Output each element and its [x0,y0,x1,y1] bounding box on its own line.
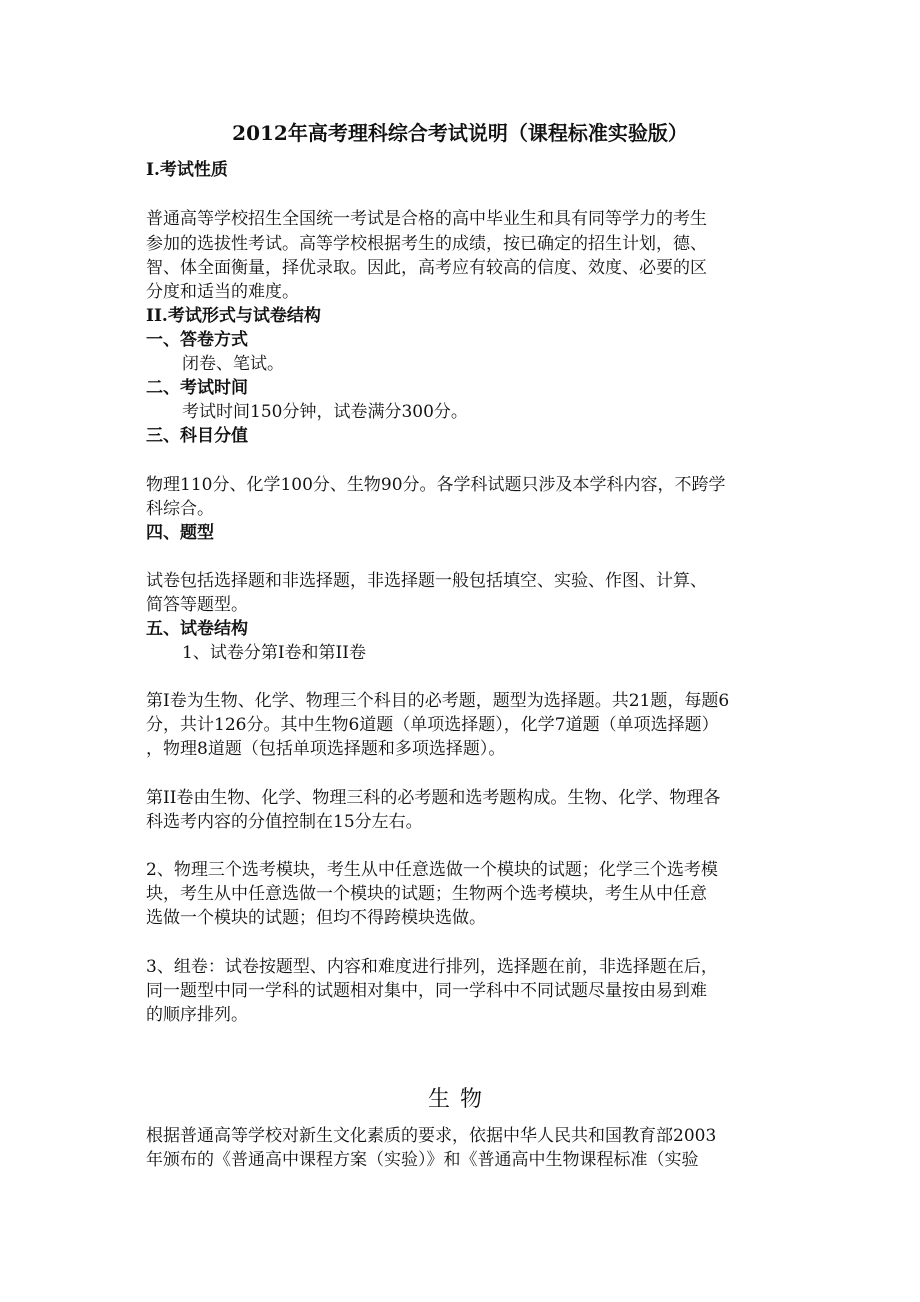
subject-heading-biology: 生物 [427,1087,492,1112]
subheading-answer-method: 一、答卷方式 [146,330,248,350]
paragraph-line: 智、体全面衡量，择优录取。因此，高考应有较高的信度、效度、必要的区 [146,258,707,278]
subheading-question-types: 四、题型 [146,523,214,543]
paragraph-line: 块，考生从中任意选做一个模块的试题；生物两个选考模块，考生从中任意 [146,884,707,904]
paragraph-line: 参加的选拔性考试。高等学校根据考生的成绩，按已确定的招生计划，德、 [146,234,707,254]
paragraph-line: 试卷包括选择题和非选择题，非选择题一般包括填空、实验、作图、计算、 [146,571,707,591]
paragraph-line: 普通高等学校招生全国统一考试是合格的高中毕业生和具有同等学力的考生 [146,209,707,229]
paragraph-line: ，物理8道题（包括单项选择题和多项选择题）。 [146,739,506,759]
paragraph-line: 分，共计126分。其中生物6道题（单项选择题），化学7道题（单项选择题） [146,715,719,735]
paragraph-line: 2、物理三个选考模块，考生从中任意选做一个模块的试题；化学三个选考模 [146,860,718,880]
paragraph-line: 简答等题型。 [146,595,248,615]
paragraph-line: 科选考内容的分值控制在15分左右。 [146,812,423,832]
paragraph-line: 选做一个模块的试题；但均不得跨模块选做。 [146,908,486,928]
paragraph-line: 3、组卷：试卷按题型、内容和难度进行排列，选择题在前，非选择题在后， [146,957,718,977]
subheading-subject-scores: 三、科目分值 [146,426,248,446]
paragraph-line: 分度和适当的难度。 [146,282,299,302]
paragraph-line: 第II卷由生物、化学、物理三科的必考题和选考题构成。生物、化学、物理各 [146,788,721,808]
paragraph-line: 科综合。 [146,499,214,519]
paragraph-line: 1、试卷分第I卷和第II卷 [182,643,366,663]
paragraph-line: 物理110分、化学100分、生物90分。各学科试题只涉及本学科内容，不跨学 [146,475,726,495]
section-heading-exam-nature: I.考试性质 [146,160,228,180]
paragraph-line: 闭卷、笔试。 [182,354,284,374]
section-heading-exam-format: II.考试形式与试卷结构 [146,306,321,326]
paragraph-line: 根据普通高等学校对新生文化素质的要求，依据中华人民共和国教育部2003 [146,1126,717,1146]
document-title: 2012年高考理科综合考试说明（课程标准实验版） [232,121,688,145]
subheading-exam-time: 二、考试时间 [146,378,248,398]
subheading-paper-structure: 五、试卷结构 [146,619,248,639]
paragraph-line: 的顺序排列。 [146,1005,248,1025]
paragraph-line: 第I卷为生物、化学、物理三个科目的必考题，题型为选择题。共21题，每题6 [146,691,730,711]
paragraph-line: 同一题型中同一学科的试题相对集中，同一学科中不同试题尽量按由易到难 [146,981,707,1001]
paragraph-line: 考试时间150分钟，试卷满分300分。 [182,402,468,422]
paragraph-line: 年颁布的《普通高中课程方案（实验）》和《普通高中生物课程标准（实验 [146,1150,699,1170]
